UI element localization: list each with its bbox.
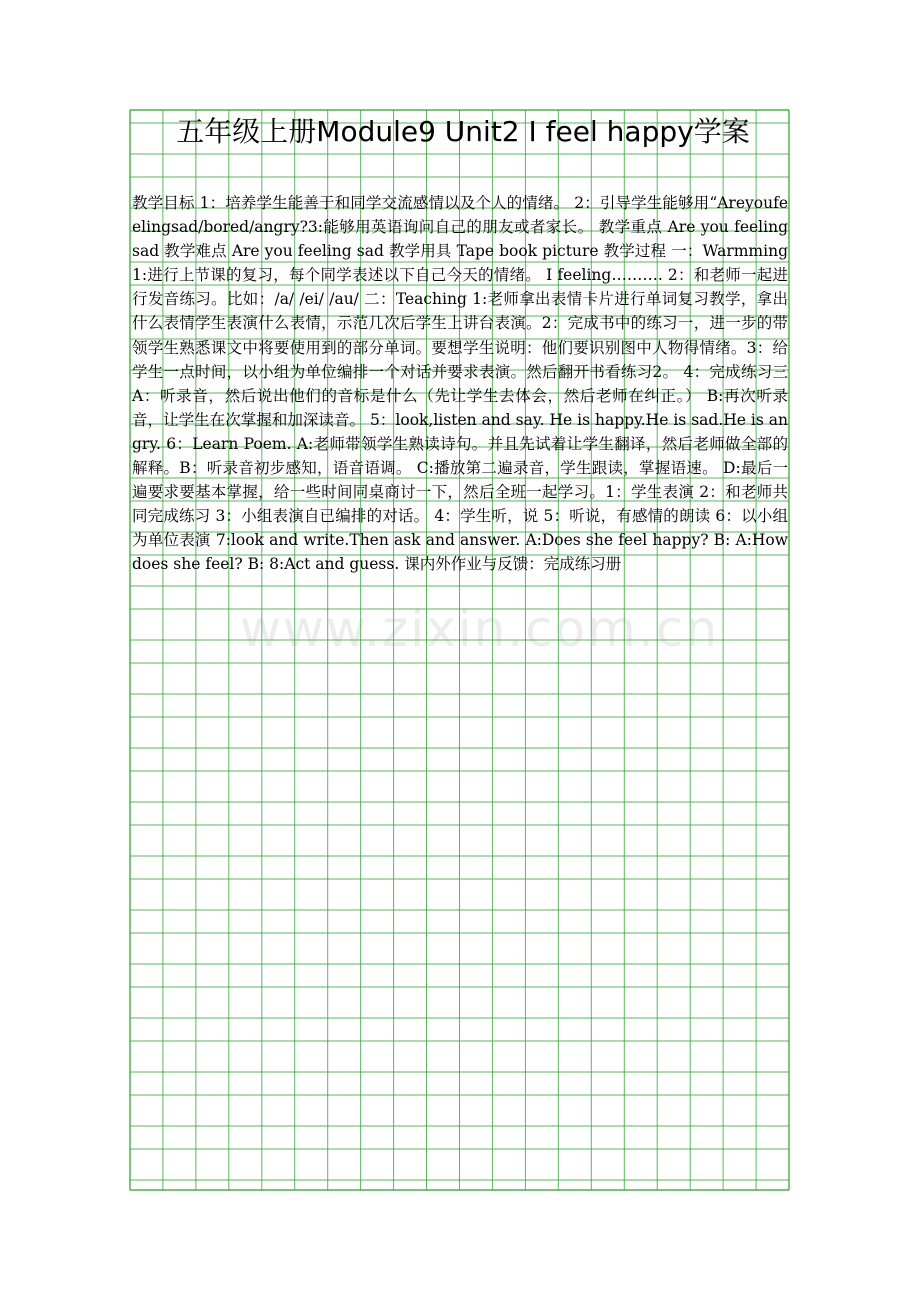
document-title: 五年级上册Module9 Unit2 I feel happy学案	[176, 115, 750, 148]
site-watermark: www.zixin.com.cn	[240, 600, 720, 658]
lesson-plan-body: 教学目标 1：培养学生能善于和同学交流感情以及个人的情绪。 2：引导学生能够用“Areyoufeelingsad/bored/angry?3:能够用英语询问自己的朋友或者家长。 教学重点 Are you feeling sad 教学难点 Are you feeling sad 教学用具 Tape book picture 教学过程 一：Warmming 1:进行上节课的复习，每个同学表述以下自己今天的情绪。 I feeling………. 2：和老师一起进行发音练习。比如：/a/ /ei/ /au/ 二：Teaching 1:老师拿出表情卡片进行单词复习教学，拿出什么表情学生表演什么表情，示范几次后学生上讲台表演。2：完成书中的练习一，进一步的带领学生熟悉课文中将要使用到的部分单词。要想学生说明：他们要识别图中人物得情绪。3：给学生一点时间，以小组为单位编排一个对话并要求表演。然后翻开书看练习2。 4：完成练习三 A：听录音，然后说出他们的音标是什么（先让学生去体会，然后老师在纠正。） B:再次听录音，让学生在次掌握和加深读音。 5：look,listen and say. He is happy.He is sad.He is angry. 6：Learn Poem. A:老师带领学生熟读诗句。并且先试着让学生翻译，然后老师做全部的解释。B：听录音初步感知，语音语调。 C:播放第二遍录音，学生跟读，掌握语速。 D:最后一遍要求要基本掌握，给一些时间同桌商讨一下，然后全班一起学习。1：学生表演 2：和老师共同完成练习 3：小组表演自已编排的对话。 4：学生听，说 5：听说，有感情的朗读 6：以小组为单位表演 7:look and write.Then ask and answer. A:Does she feel happy? B: A:How does she feel? B: 8:Act and guess. 课内外作业与反馈：完成练习册	[132, 194, 788, 574]
